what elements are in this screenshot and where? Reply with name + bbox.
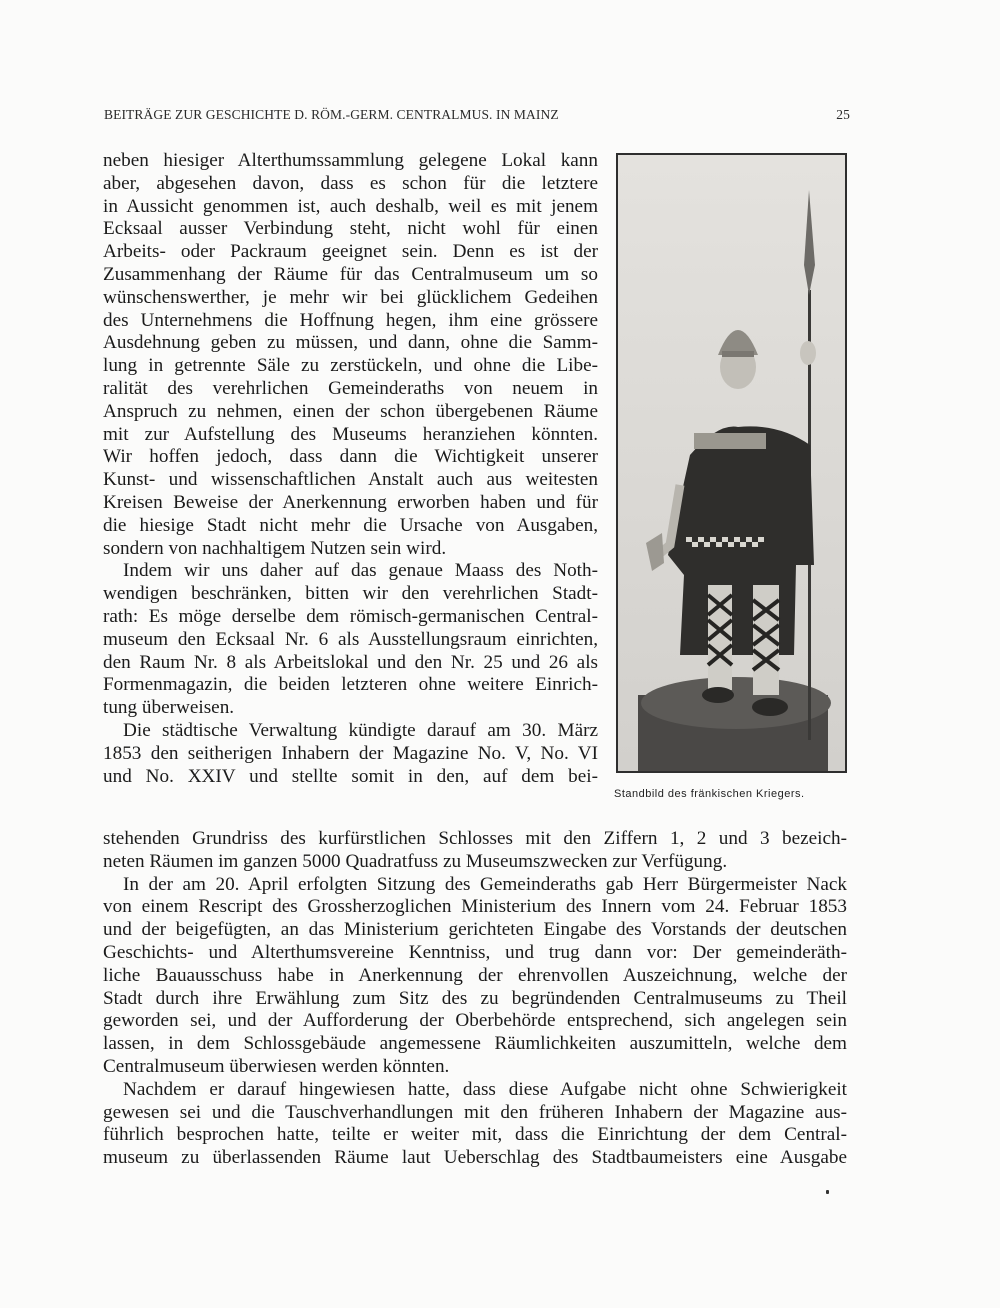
text-line: ralität des verehrlichen Gemeinderaths von neuem in xyxy=(103,377,598,399)
text-line: Arbeits- oder Packraum geeignet sein. Denn es ist der xyxy=(103,241,598,263)
running-head-title: BEITRÄGE ZUR GESCHICHTE D. RÖM.-GERM. CENTRALMUS. IN MAINZ xyxy=(104,107,559,122)
text-line: Zusammenhang der Räume für das Centralmuseum um so xyxy=(103,263,598,285)
warrior-statue-photo xyxy=(618,155,845,771)
text-line: wendigen beschränken, bitten wir den verehrlichen Stadt- xyxy=(103,583,598,605)
text-line: wünschenswerther, je mehr wir bei glücklichem Gedeihen xyxy=(103,286,598,308)
text-line: museum den Ecksaal Nr. 6 als Ausstellungsraum einrichten, xyxy=(103,628,598,650)
text-line: in Aussicht genommen ist, auch deshalb, weil es mit jenem xyxy=(103,195,598,217)
text-line: mit zur Aufstellung des Museums heranziehen könnten. xyxy=(103,423,598,445)
text-line: stehenden Grundriss des kurfürstlichen Schlosses mit den Ziffern 1, 2 und 3 bezeich- xyxy=(103,828,847,849)
text-line: sondern von nachhaltigem Nutzen sein wird. xyxy=(103,537,447,559)
figure-warrior-statue xyxy=(616,153,847,773)
text-line: von einem Rescript des Grossherzoglichen Ministerium des Innern vom 24. Februar 1853 xyxy=(103,896,847,918)
text-line: 1853 den seitherigen Inhabern der Magazine No. V, No. VI xyxy=(103,742,598,764)
text-line: Kunst- und wissenschaftlichen Anstalt auch aus weitesten xyxy=(103,469,598,491)
text-line: lassen, in dem Schlossgebäude angemessene Räumlichkeiten auszumitteln, welche dem xyxy=(103,1033,847,1055)
body-text-wide-column xyxy=(103,828,847,1170)
text-line: Geschichts- und Alterthumsvereine Kenntniss, und trug dann vor: Der gemeinderäth- xyxy=(103,941,847,963)
running-head xyxy=(104,107,850,123)
body-text-narrow-column xyxy=(103,150,598,788)
text-line: Ecksaal ausser Verbindung steht, nicht wohl für einen xyxy=(103,218,598,240)
text-line: liche Bauausschuss habe in Anerkennung der ehrenvollen Auszeichnung, welche der xyxy=(103,964,847,986)
text-line: museum zu überlassenden Räume laut Ueberschlag des Stadtbaumeisters eine Ausgabe xyxy=(103,1147,847,1169)
text-line: Centralmuseum überwiesen werden könnten. xyxy=(103,1055,450,1077)
text-line: Die städtische Verwaltung kündigte darauf am 30. März xyxy=(123,719,598,741)
text-line: aber, abgesehen davon, dass es schon für die letztere xyxy=(103,172,598,194)
print-speck xyxy=(826,1190,829,1194)
text-line: den Raum Nr. 8 als Arbeitslokal und den Nr. 25 und 26 als xyxy=(103,651,598,673)
text-line: und der beigefügten, an das Ministerium gerichteten Eingabe des Vorstands der deutschen xyxy=(103,919,847,941)
text-line: tung überweisen. xyxy=(103,697,235,719)
text-line: neten Räumen im ganzen 5000 Quadratfuss zu Museumszwecken zur Verfügung. xyxy=(103,850,728,872)
text-line: und No. XXIV und stellte somit in den, auf dem bei- xyxy=(103,765,598,787)
text-line: Formenmagazin, die beiden letzteren ohne weitere Einrich- xyxy=(103,674,598,696)
text-line: führlich besprochen hatte, teilte er weiter mit, dass die Einrichtung der dem Central- xyxy=(103,1124,847,1146)
text-line: lung in getrennte Säle zu zerstückeln, und ohne die Libe- xyxy=(103,355,598,377)
text-line: rath: Es möge derselbe dem römisch-germanischen Central- xyxy=(103,605,598,627)
text-line: Anspruch zu nehmen, einen der schon übergebenen Räume xyxy=(103,400,598,422)
text-line: des Unternehmens die Hoffnung hegen, ihm eine grössere xyxy=(103,309,598,331)
text-line: Ausdehnung geben zu müssen, und dann, ohne die Samm- xyxy=(103,332,598,354)
text-line: gewesen sei und die Tauschverhandlungen mit den früheren Inhabern der Magazine aus- xyxy=(103,1101,847,1123)
text-line: Wir hoffen jedoch, dass dann die Wichtigkeit unserer xyxy=(103,446,598,468)
text-line: neben hiesiger Alterthumssammlung gelegene Lokal kann xyxy=(103,150,598,171)
text-line: Kreisen Beweise der Anerkennung erworben haben und für xyxy=(103,491,598,513)
page-number: 25 xyxy=(836,107,850,122)
text-line: die hiesige Stadt nicht mehr die Ursache von Ausgaben, xyxy=(103,514,598,536)
text-line: Stadt durch ihre Erwählung zum Sitz des zu begründenden Centralmuseums zu Theil xyxy=(103,987,847,1009)
text-line: Indem wir uns daher auf das genaue Maass des Noth- xyxy=(123,560,598,582)
text-line: geworden sei, und der Aufforderung der Oberbehörde entsprechend, sich angelegen sein xyxy=(103,1010,847,1032)
text-line: Nachdem er darauf hingewiesen hatte, dass diese Aufgabe nicht ohne Schwierigkeit xyxy=(123,1078,847,1100)
figure-caption: Standbild des fränkischen Kriegers. xyxy=(614,788,805,800)
text-line: In der am 20. April erfolgten Sitzung des Gemeinderaths gab Herr Bürgermeister Nack xyxy=(123,873,847,895)
